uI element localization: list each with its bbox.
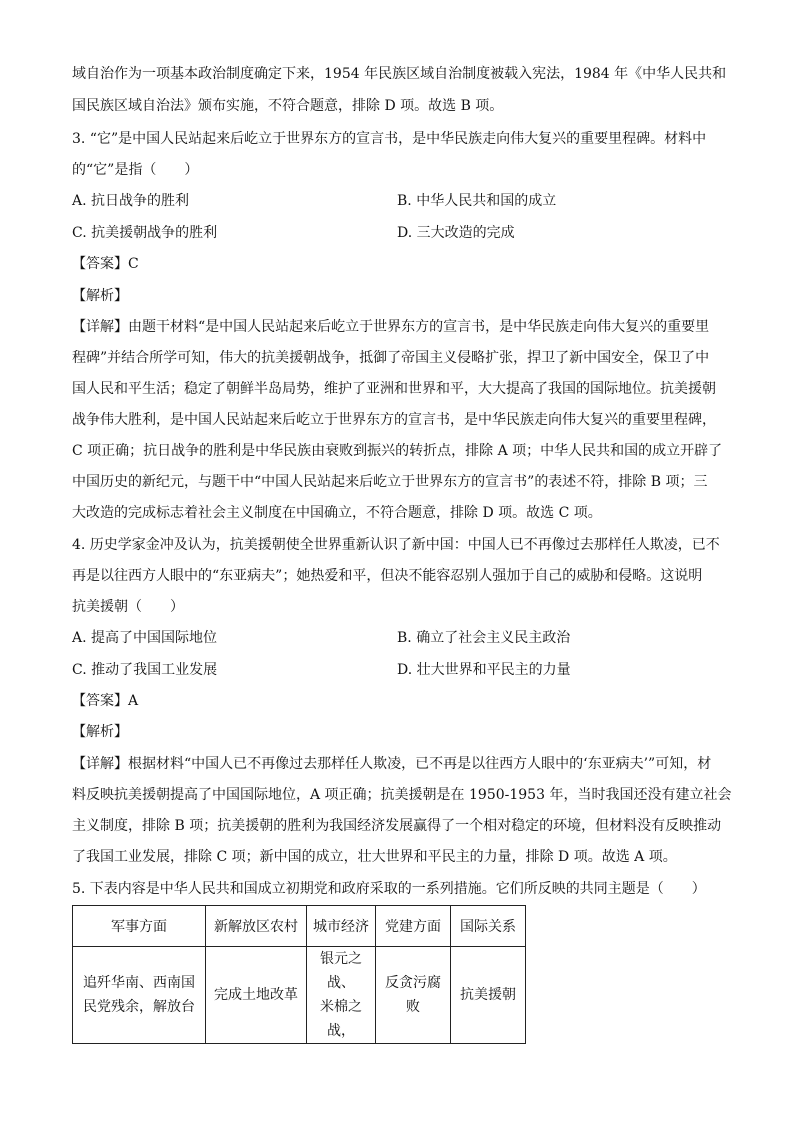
cell-line: 追歼华南、西南国 xyxy=(83,975,195,991)
q3-stem-line-2: 的“它”是指（ ） xyxy=(72,162,199,178)
q3-stem-line-1: 3. “它”是中国人民站起来后屹立于世界东方的宣言书，是中华民族走向伟大复兴的重要里程碑。材料中 xyxy=(72,131,707,147)
q3-detail-line-5: C 项正确；抗日战争的胜利是中华民族由衰败到振兴的转折点，排除 A 项；中华人民共和国的成立开辟了 xyxy=(72,443,723,459)
cell-line: 败 xyxy=(406,999,420,1015)
prev-line-2: 国民族区域自治法》颁布实施，不符合题意，排除 D 项。故选 B 项。 xyxy=(72,98,504,114)
header-international: 国际关系 xyxy=(451,906,526,947)
detail-text: 由题干材料“是中国人民站起来后屹立于世界东方的宣言书，是中华民族走向伟大复兴的重要里 xyxy=(128,319,710,335)
q3-detail-line-4: 战争伟大胜利，是中国人民站起来后屹立于世界东方的宣言书，是中华民族走向伟大复兴的重要里程碑， xyxy=(72,412,716,428)
q3-option-d: D. 三大改造的完成 xyxy=(397,225,515,241)
q3-detail-line-2: 程碑”并结合所学可知，伟大的抗美援朝战争，抵御了帝国主义侵略扩张，捍卫了新中国安全，保卫了中 xyxy=(72,350,710,366)
detail-text: 根据材料“中国人已不再像过去那样任人欺凌，已不再是以往西方人眼中的‘东亚病夫’”可知，材 xyxy=(128,756,712,772)
q4-analysis-tag: 【解析】 xyxy=(72,724,128,740)
q3-detail-line-7: 大改造的完成标志着社会主义制度在中国确立，不符合题意，排除 D 项。故选 C 项。 xyxy=(72,505,602,521)
q5-measures-table xyxy=(72,905,526,1044)
q4-option-d: D. 壮大世界和平民主的力量 xyxy=(397,662,571,678)
table-row xyxy=(73,947,526,1044)
q4-detail-line-2: 料反映抗美援朝提高了中国国际地位，A 项正确；抗美援朝是在 1950-1953 年，当时我国还没有建立社会 xyxy=(72,787,732,803)
q4-stem-line-3: 抗美援朝（ ） xyxy=(72,599,184,615)
q3-detail-line-3: 国人民和平生活；稳定了朝鲜半岛局势，维护了亚洲和世界和平，大大提高了我国的国际地位。抗美援朝 xyxy=(72,381,716,397)
q4-detail-line-3: 主义制度，排除 B 项；抗美援朝的胜利为我国经济发展赢得了一个相对稳定的环境，但材料没有反映推动 xyxy=(72,818,722,834)
cell-line: 银元之战、 xyxy=(320,951,362,991)
q3-detail-line-1 xyxy=(72,317,709,337)
cell-international: 抗美援朝 xyxy=(451,947,526,1044)
header-party-building: 党建方面 xyxy=(376,906,451,947)
q4-answer xyxy=(72,691,138,711)
q4-detail-line-4: 了我国工业发展，排除 C 项；新中国的成立，壮大世界和平民主的力量，排除 D 项。故选 A 项。 xyxy=(72,849,677,865)
answer-value: A xyxy=(128,693,139,709)
q3-option-c: C. 抗美援朝战争的胜利 xyxy=(72,225,218,241)
q4-stem-line-1: 4. 历史学家金冲及认为，抗美援朝使全世界重新认识了新中国：中国人已不再像过去那样任人欺凌，已不 xyxy=(72,537,720,553)
prev-line-1: 域自治作为一项基本政治制度确定下来，1954 年民族区域自治制度被载入宪法，1984 年《中华人民共和 xyxy=(72,66,727,82)
cell-military xyxy=(73,947,206,1044)
q3-detail-line-6: 中国历史的新纪元，与题干中“中国人民站起来后屹立于世界东方的宣言书”的表述不符，排除 B 项；三 xyxy=(72,474,708,490)
q3-option-a: A. 抗日战争的胜利 xyxy=(72,193,190,209)
cell-urban-economy xyxy=(307,947,376,1044)
answer-tag: 【答案】 xyxy=(72,693,128,709)
answer-value: C xyxy=(128,256,139,272)
q4-detail-line-1 xyxy=(72,754,711,774)
header-urban-economy: 城市经济 xyxy=(307,906,376,947)
q4-stem-line-2: 再是以往西方人眼中的“东亚病夫”；她热爱和平，但决不能容忍别人强加于自己的威胁和侵略。这说明 xyxy=(72,568,703,584)
cell-line: 民党残余，解放台 xyxy=(83,999,195,1015)
cell-party-building xyxy=(376,947,451,1044)
cell-line: 米棉之战， xyxy=(320,999,362,1039)
q4-option-c: C. 推动了我国工业发展 xyxy=(72,662,218,678)
q3-analysis-tag: 【解析】 xyxy=(72,288,128,304)
answer-tag: 【答案】 xyxy=(72,256,128,272)
q4-option-a: A. 提高了中国国际地位 xyxy=(72,630,218,646)
q3-answer xyxy=(72,254,139,274)
detail-tag: 【详解】 xyxy=(72,756,128,772)
detail-tag: 【详解】 xyxy=(72,319,128,335)
header-military: 军事方面 xyxy=(73,906,206,947)
q5-stem-line-1: 5. 下表内容是中华人民共和国成立初期党和政府采取的一系列措施。它们所反映的共同主题是（ ） xyxy=(72,881,706,897)
cell-line: 反贪污腐 xyxy=(385,975,441,991)
q4-option-b: B. 确立了社会主义民主政治 xyxy=(397,630,571,646)
q3-option-b: B. 中华人民共和国的成立 xyxy=(397,193,557,209)
header-new-rural: 新解放区农村 xyxy=(206,906,307,947)
cell-new-rural: 完成土地改革 xyxy=(206,947,307,1044)
table-header-row xyxy=(73,906,526,947)
